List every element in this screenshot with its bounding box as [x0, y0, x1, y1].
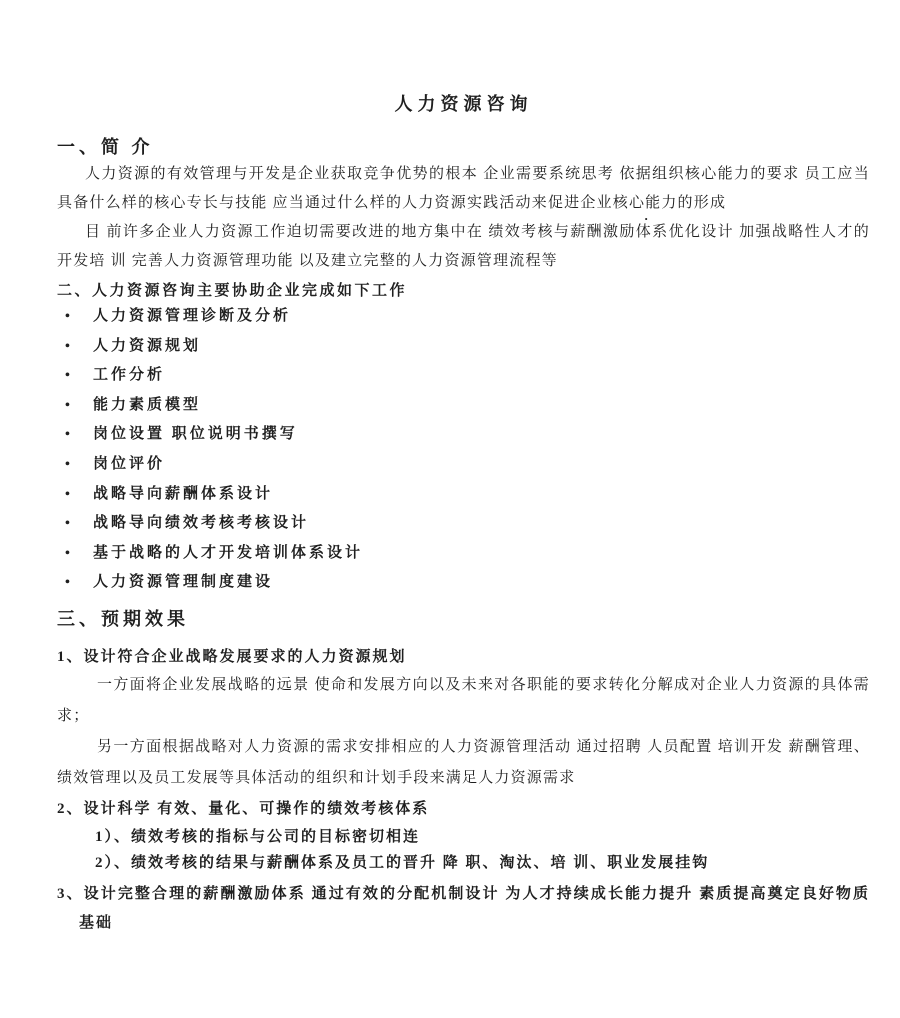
- list-item: [57, 391, 870, 421]
- effect-item-3-title: 3、设计完整合理的薪酬激励体系 通过有效的分配机制设计 为人才持续成长能力提升 素质提高奠定良好物质基础: [57, 885, 870, 931]
- bullet-icon: •: [65, 545, 70, 561]
- document-title: 人力资源咨询: [394, 94, 533, 114]
- service-item-label: 工作分析: [93, 367, 166, 384]
- bullet-icon: •: [65, 368, 70, 384]
- list-item: [57, 539, 870, 569]
- bullet-icon: •: [65, 456, 70, 472]
- section-heading-intro: 一、简 介: [57, 137, 154, 157]
- list-item: [57, 332, 870, 362]
- bullet-icon: •: [65, 575, 70, 591]
- list-item: [57, 302, 870, 332]
- service-item-label: 人力资源管理诊断及分析: [93, 308, 292, 324]
- list-item: [57, 450, 870, 480]
- effect-item-2-sub-2: 2）、绩效考核的结果与薪酬体系及员工的晋升 降 职、淘汰、培 训、职业发展挂钩: [95, 854, 710, 871]
- service-item-label: 人力资源规划: [93, 337, 202, 354]
- bullet-icon: •: [65, 338, 70, 354]
- service-item-label: 能力素质模型: [93, 396, 202, 413]
- section-heading-effects: 三、预期效果: [57, 608, 189, 629]
- bullet-icon: •: [65, 427, 70, 443]
- service-item-label: 岗位设置 职位说明书撰写: [93, 426, 298, 443]
- effect-item-1-paragraph-2: 另一方面根据战略对人力资源的需求安排相应的人力资源管理活动 通过招聘 人员配置 培训开发 薪酬管理、绩效管理以及员工发展等具体活动的组织和计划手段来满足人力资源需求: [57, 738, 870, 786]
- service-item-label: 人力资源管理制度建设: [93, 574, 274, 591]
- effect-item-2-title: 2、设计科学 有效、量化、可操作的绩效考核体系: [57, 800, 430, 817]
- list-item: [57, 361, 870, 391]
- service-item-label: 岗位评价: [93, 455, 166, 472]
- effect-item-1-paragraph-1: 一方面将企业发展战略的远景 使命和发展方向以及未来对各职能的要求转化分解成对企业人力资源的具体需求；: [57, 676, 870, 724]
- section-heading-services: 二、人力资源咨询主要协助企业完成如下工作: [57, 283, 408, 299]
- service-item-label: 战略导向薪酬体系设计: [93, 485, 274, 502]
- bullet-icon: •: [65, 309, 70, 324]
- effect-item-1-title: 1、设计符合企业战略发展要求的人力资源规划: [57, 648, 407, 665]
- list-item: [57, 568, 870, 598]
- list-item: [57, 480, 870, 510]
- list-item: [57, 420, 870, 450]
- stray-dot: ·: [644, 211, 649, 226]
- intro-paragraph-2: 目 前许多企业人力资源工作迫切需要改进的地方集中在 绩效考核与薪酬激励体系优化设计 加强战略性人才的开发培 训 完善人力资源管理功能 以及建立完整的人力资源管理流程等: [57, 224, 870, 269]
- effect-item-2-sub-1: 1）、绩效考核的指标与公司的目标密切相连: [95, 828, 421, 845]
- service-item-label: 基于战略的人才开发培训体系设计: [93, 544, 364, 561]
- bullet-icon: •: [65, 516, 70, 532]
- intro-paragraph-1: 人力资源的有效管理与开发是企业获取竞争优势的根本 企业需要系统思考 依据组织核心能力的要求 员工应当具备什么样的核心专长与技能 应当通过什么样的人力资源实践活动来促进企业核心能力的形成: [57, 166, 870, 211]
- bullet-icon: •: [65, 397, 70, 413]
- services-list: [57, 302, 870, 598]
- service-item-label: 战略导向绩效考核考核设计: [93, 515, 310, 532]
- list-item: [57, 509, 870, 539]
- bullet-icon: •: [65, 486, 70, 502]
